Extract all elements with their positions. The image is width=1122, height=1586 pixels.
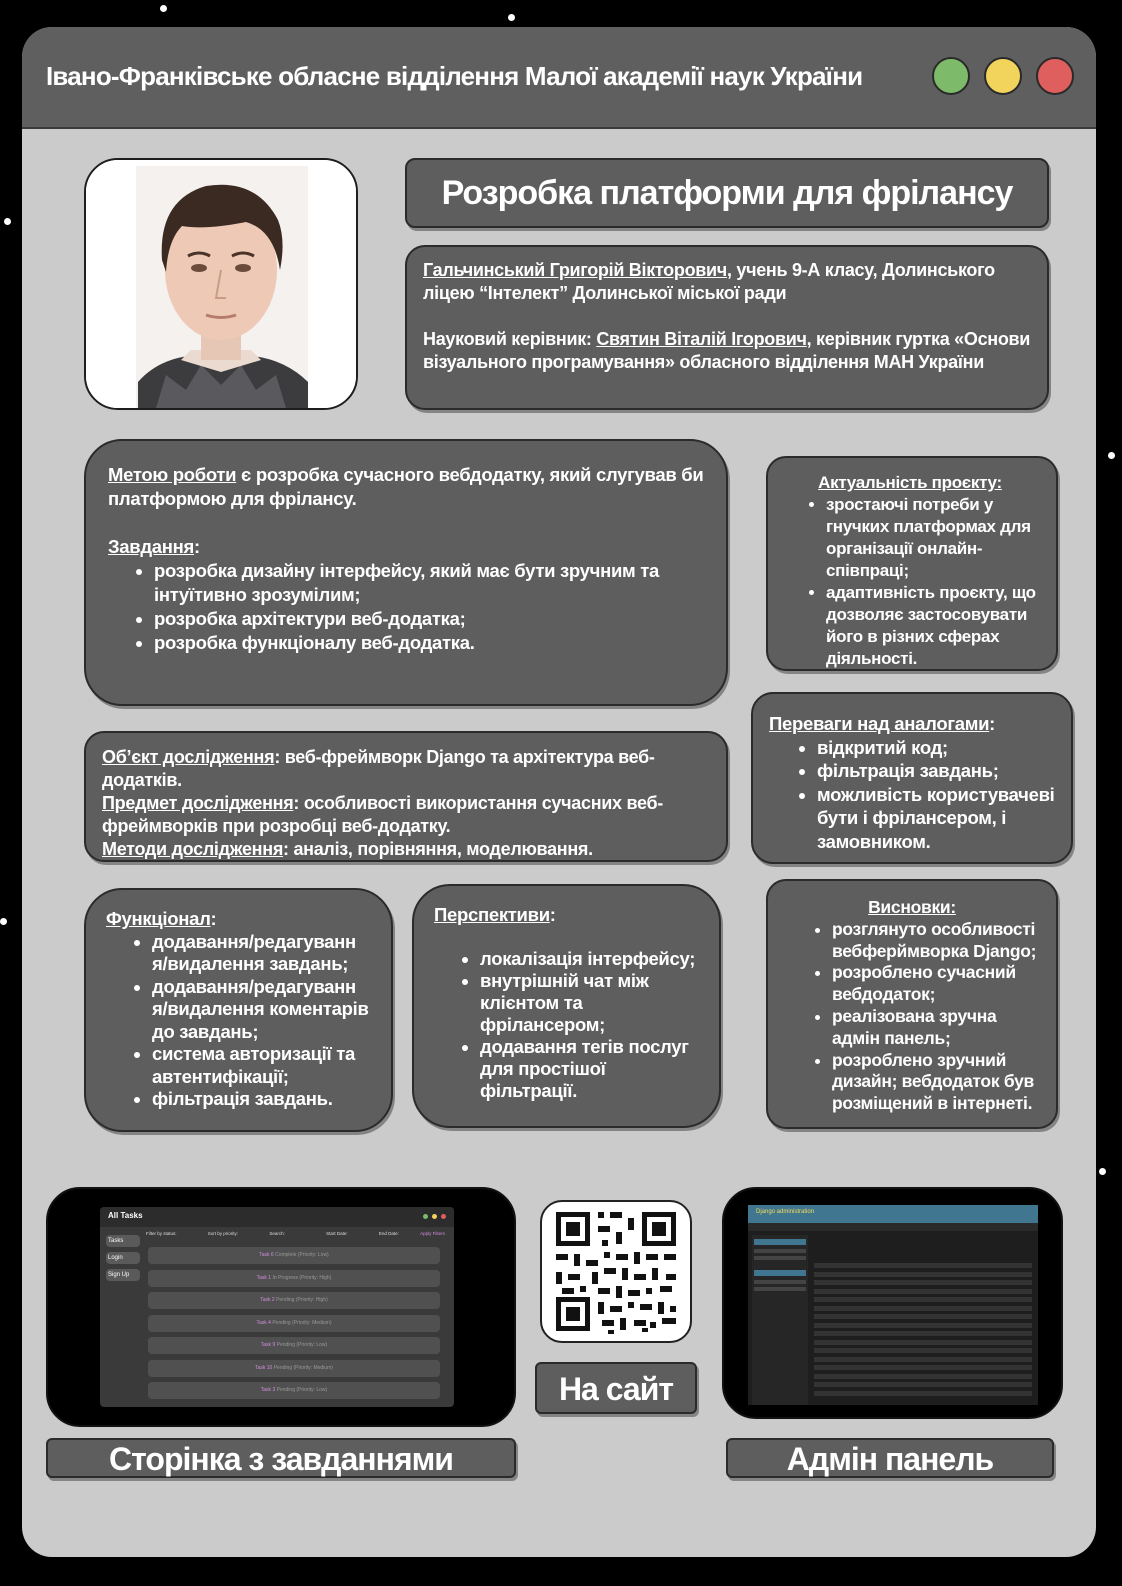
star <box>4 218 11 225</box>
advantages-list <box>769 736 1055 854</box>
list-item: • додавання/редагування/видалення завдань; <box>152 931 371 976</box>
mini-task-row[interactable]: Task 9 Pending (Priority: Low) <box>148 1337 440 1354</box>
goal-card: Метою роботи є розробка сучасного вебдодатку, який слугував би платформою для фрілансу. Завдання: • розробка дизайну інтерфейсу, який має бути зручним та інтуїтивно зрозумілим; • розробка архітектури веб-додатка; • розробка функціоналу веб-додатка. <box>84 439 728 706</box>
browser-window <box>22 27 1096 1557</box>
conclusions-list <box>780 919 1044 1115</box>
mini-task-row[interactable]: Task 4 Pending (Priority: Medium) <box>148 1315 440 1332</box>
list-item: • локалізація інтерфейсу; <box>480 948 699 970</box>
mini-sidebar-item[interactable]: Sign Up <box>106 1269 140 1281</box>
object-text: : веб-фреймворк Django та архітектура веб-додатків. <box>102 747 655 790</box>
tasks-page-button[interactable]: Сторінка з завданнями <box>46 1438 516 1478</box>
functionality-list <box>106 931 371 1111</box>
relevance-label: Актуальність проєкту: <box>818 473 1002 492</box>
methods-label: Методи дослідження <box>102 839 284 859</box>
mini-task-row[interactable]: Task 1 In Progress (Priority: High) <box>148 1270 440 1287</box>
qr-code[interactable] <box>540 1200 692 1343</box>
mini-app-window <box>100 1207 454 1407</box>
admin-panel-screenshot <box>722 1187 1063 1419</box>
methods-text: : аналіз, порівняння, моделювання. <box>283 839 593 859</box>
mini-search: Search: <box>269 1231 285 1236</box>
supervisor-name: Святин Віталій Ігорович <box>596 329 807 349</box>
mini-filter-bar <box>146 1231 446 1236</box>
advantages-label: Переваги над аналогами <box>769 713 990 734</box>
goal-label: Метою роботи <box>108 464 237 485</box>
object-label: Об’єкт дослідження <box>102 747 275 767</box>
maximize-button[interactable] <box>932 57 970 95</box>
perspectives-list <box>434 948 699 1102</box>
star <box>0 918 7 925</box>
conclusions-card <box>766 879 1058 1129</box>
perspectives-card: Перспективи: • локалізація інтерфейсу; • внутрішній чат між клієнтом та фрілансером; • додавання тегів послуг для простішої фільтрації. <box>412 884 721 1128</box>
author-name: Гальчинський Григорій Вікторович <box>423 260 727 280</box>
tasks-list <box>108 559 704 655</box>
author-card <box>405 245 1049 410</box>
title-bar <box>22 27 1096 129</box>
perspectives-label: Перспективи <box>434 904 550 925</box>
list-item: • адаптивність проєкту, що дозволяє застосовувати його в різних сферах діяльності. <box>826 582 1044 670</box>
supervisor-label: Науковий керівник: <box>423 329 597 349</box>
mini-sort-priority: Sort by priority: <box>207 1231 239 1236</box>
mini-sidebar-item[interactable]: Login <box>106 1252 140 1264</box>
close-button[interactable] <box>1036 57 1074 95</box>
mini-task-row[interactable]: Task 3 Pending (Priority: Low) <box>148 1382 440 1399</box>
mini-dot <box>423 1214 428 1219</box>
mini-sidebar <box>106 1235 140 1281</box>
mini-admin-breadcrumb <box>748 1223 1038 1231</box>
list-item: • розробка функціоналу веб-додатка. <box>154 631 704 655</box>
mini-task-row[interactable]: Task 6 Complete (Priority: Low) <box>148 1247 440 1264</box>
goal-text: є розробка сучасного вебдодатку, який слугував би платформою для фрілансу. <box>108 464 704 509</box>
mini-task-row[interactable]: Task 10 Pending (Priority: Medium) <box>148 1360 440 1377</box>
portrait-image <box>86 160 356 408</box>
research-card <box>84 731 728 862</box>
star <box>160 5 167 12</box>
mini-admin-header <box>748 1205 1038 1223</box>
relevance-card <box>766 456 1058 671</box>
star <box>1099 1168 1106 1175</box>
visit-site-button[interactable]: На сайт <box>535 1362 697 1414</box>
qr-code-image <box>542 1202 690 1341</box>
mini-admin-sidebar <box>752 1235 808 1405</box>
list-item: • додавання/редагування/видалення коментарів до завдань; <box>152 976 371 1044</box>
mini-filter-status: Filter by status: <box>146 1231 177 1236</box>
minimize-button[interactable] <box>984 57 1022 95</box>
list-item: • розглянуто особливості вебферймворка Django; <box>832 919 1044 963</box>
mini-dot <box>441 1214 446 1219</box>
list-item: • реалізована зручна адмін панель; <box>832 1006 1044 1050</box>
list-item: • додавання тегів послуг для простішої фільтрації. <box>480 1036 699 1102</box>
mini-task-row[interactable]: Task 2 Pending (Priority: High) <box>148 1292 440 1309</box>
functionality-card: Функціонал: • додавання/редагування/видалення завдань; • додавання/редагування/видалення коментарів до завдань; • система авторизації та автентифікації; • фільтрація завдань. <box>84 888 393 1132</box>
mini-apply-filters[interactable]: Apply Filters <box>420 1231 445 1236</box>
advantages-card: Переваги над аналогами: • відкритий код; • фільтрація завдань; • можливість користувачеві бути і фрілансером, і замовником. <box>751 692 1073 864</box>
list-item: • розроблено зручний дизайн; вебдодаток був розміщений в інтернеті. <box>832 1050 1044 1115</box>
functionality-label: Функціонал <box>106 908 211 929</box>
author-description: , учень 9-А класу, Долинського ліцею “Інтелект” Долинської міської ради <box>423 260 995 303</box>
list-item: • зростаючі потреби у гнучких платформах для організації онлайн-співпраці; <box>826 494 1044 582</box>
conclusions-label: Висновки: <box>868 897 956 917</box>
mini-admin-list <box>814 1263 1032 1399</box>
mini-task-list <box>148 1247 440 1405</box>
project-title: Розробка платформи для фрілансу <box>405 158 1049 228</box>
mini-dot <box>432 1214 437 1219</box>
subject-label: Предмет дослідження <box>102 793 294 813</box>
list-item: • розробка дизайну інтерфейсу, який має бути зручним та інтуїтивно зрозумілим; <box>154 559 704 607</box>
list-item: • система авторизації та автентифікації; <box>152 1043 371 1088</box>
list-item: • розробка архітектури веб-додатка; <box>154 607 704 631</box>
list-item: • фільтрація завдань; <box>817 759 1055 783</box>
list-item: • можливість користувачеві бути і фрілансером, і замовником. <box>817 783 1055 854</box>
organization-title: Івано-Франківське обласне відділення Малої академії наук України <box>46 61 863 91</box>
author-photo <box>84 158 358 410</box>
star <box>508 14 515 21</box>
star <box>1108 452 1115 459</box>
mini-sidebar-item[interactable]: Tasks <box>106 1235 140 1247</box>
mini-admin-window <box>748 1205 1038 1405</box>
mini-admin-title: Django administration <box>756 1209 815 1215</box>
admin-panel-button[interactable]: Адмін панель <box>726 1438 1054 1478</box>
list-item: • розроблено сучасний вебдодаток; <box>832 962 1044 1006</box>
tasks-page-screenshot <box>46 1187 516 1427</box>
tasks-label: Завдання <box>108 536 195 557</box>
relevance-list <box>776 494 1044 670</box>
list-item: • відкритий код; <box>817 736 1055 760</box>
supervisor-description: , керівник гуртка «Основи візуального програмування» обласного відділення МАН України <box>423 329 1031 372</box>
mini-start-date: Start Date: <box>326 1231 348 1236</box>
mini-titlebar <box>100 1207 454 1227</box>
list-item: • внутрішній чат між клієнтом та фрілансером; <box>480 970 699 1036</box>
subject-text: : особливості використання сучасних веб-фреймворків при розробці веб-додатку. <box>102 793 663 836</box>
mini-end-date: End Date: <box>378 1231 399 1236</box>
mini-window-title: All Tasks <box>108 1211 143 1220</box>
list-item: • фільтрація завдань. <box>152 1088 371 1111</box>
